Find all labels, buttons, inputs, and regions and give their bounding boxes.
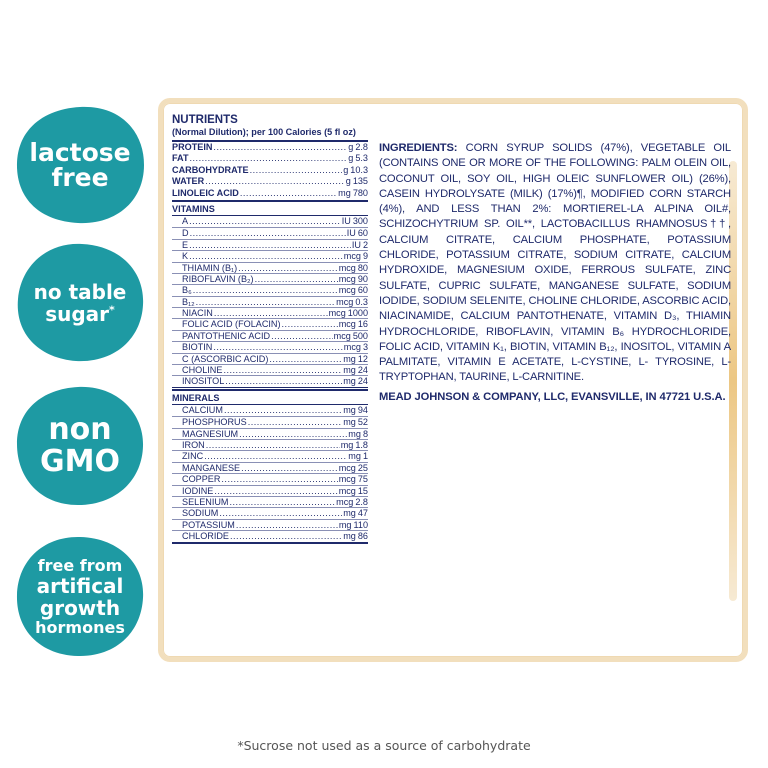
nutrient-value: 24 <box>357 365 368 376</box>
dot-leader <box>189 216 341 227</box>
nutrient-row <box>172 519 368 530</box>
nutrient-value: 0.3 <box>355 296 368 307</box>
nutrient-row <box>172 176 368 187</box>
ingredients-label: INGREDIENTS: <box>379 142 458 154</box>
dot-leader <box>230 497 336 507</box>
nutrient-row <box>172 353 368 364</box>
nutrient-value: 500 <box>352 330 368 341</box>
ingredients-body: CORN SYRUP SOLIDS (47%), VEGETABLE OIL (CONTAINS ONE OR MORE OF THE FOLLOWING: PALM OLEIN OIL, COCONUT OIL, SOY OIL, HIGH OLEIC SUNFLOWER OIL) (26%), CASEIN HYDROLYSATE (MILK) (17%)¶, MODIFIED CORN STARCH (4%), AND LESS THAN 2%: MORTIEREL-LA ALPINA OIL#, SCHIZOCHYTRIUM SP. OIL**, LACTOBACILLUS RHAMNOSUS††, CALCIUM CITRATE, CALCIUM PHOSPHATE, POTASSIUM CHLORIDE, POTASSIUM CITRATE, SODIUM CITRATE, CALCIUM HYDROXIDE, MAGNESIUM OXIDE, FERROUS SULFATE, ZINC SULFATE, CUPRIC SULFATE, MANGANESE SULFATE, SODIUM IODIDE, SODIUM SELENITE, CHOLINE CHLORIDE, ASCORBIC ACID, NIACINAMIDE, CALCIUM PANTOTHENATE, VITAMIN D₃, THIAMIN HYDROCHLORIDE, RIBOFLAVIN, VITAMIN B₆ HYDROCHLORIDE, FOLIC ACID, VITAMIN K₁, BIOTIN, VITAMIN B₁₂, INOSITOL, VITAMIN A PALMITATE, VITAMIN E ACETATE, L-CYSTINE, L- TYROSINE, L-TRYPTOPHAN, TAURINE, L-CARNITINE. <box>379 142 731 384</box>
nutrient-value: 5.3 <box>355 153 368 164</box>
nutrient-unit: mcg <box>338 319 356 330</box>
nutrient-unit: g <box>348 142 354 152</box>
nutrient-name: B₁₂ <box>182 296 195 307</box>
nutrient-row <box>172 405 368 416</box>
dot-leader <box>271 331 333 341</box>
nutrient-unit: mg <box>348 451 361 462</box>
dot-leader <box>269 354 342 364</box>
dot-leader <box>219 508 342 518</box>
nutrient-name: WATER <box>172 176 205 187</box>
minerals-header: MINERALS <box>172 389 368 405</box>
nutrient-unit: mcg <box>328 308 346 319</box>
badge-line: free from <box>37 555 123 575</box>
nutrient-row <box>172 262 368 273</box>
nutrient-row <box>172 284 368 295</box>
dot-leader <box>248 417 343 427</box>
dot-leader <box>239 429 347 439</box>
nutrient-row <box>172 318 368 329</box>
nutrient-name: K <box>182 251 189 262</box>
dot-leader <box>189 240 351 250</box>
nutrient-unit: mg <box>343 365 356 376</box>
nutrient-value: 10.3 <box>350 164 368 175</box>
nutrient-unit: mg <box>343 404 356 415</box>
dot-leader <box>241 463 338 473</box>
nutrient-value: 9 <box>362 251 368 262</box>
nutrient-name: ZINC <box>182 451 204 462</box>
dot-leader <box>282 319 338 329</box>
nutrient-name: MANGANESE <box>182 462 241 473</box>
dot-leader <box>255 274 338 284</box>
nutrients-title: NUTRIENTS <box>172 114 238 126</box>
dot-leader <box>189 251 343 261</box>
nutrient-unit: g <box>348 153 354 164</box>
minerals-list <box>172 405 368 544</box>
nutrient-value: 24 <box>357 376 368 387</box>
nutrient-name: CHOLINE <box>182 365 223 376</box>
nutrient-row <box>172 341 368 352</box>
nutrient-name: IODINE <box>182 485 214 496</box>
nutrient-name: FAT <box>172 153 189 164</box>
dot-leader <box>205 176 345 187</box>
nutrient-unit: mg <box>343 417 356 428</box>
nutrient-row <box>172 364 368 375</box>
nutrient-row <box>172 165 368 176</box>
nutrient-value: 16 <box>357 319 368 330</box>
nutrient-unit: mg <box>343 353 356 364</box>
nutrient-row <box>172 507 368 518</box>
nutrient-value: 60 <box>357 285 368 296</box>
nutrient-row <box>172 239 368 250</box>
manufacturer-address: MEAD JOHNSON & COMPANY, LLC, EVANSVILLE, IN 47721 U.S.A. <box>379 391 726 403</box>
nutrient-row <box>172 142 368 153</box>
nutrient-value: 300 <box>352 215 368 226</box>
nutrient-name: PHOSPHORUS <box>182 417 247 428</box>
lactose-free-badge <box>12 103 148 227</box>
nutrient-name: C (ASCORBIC ACID) <box>182 353 269 364</box>
dot-leader <box>250 165 343 176</box>
nutrient-unit: mcg <box>338 474 356 485</box>
nutrients-subtitle: (Normal Dilution); per 100 Calories (5 fl oz) <box>172 126 368 142</box>
nutrient-name: NIACIN <box>182 308 213 319</box>
nutrient-value: 52 <box>357 417 368 428</box>
nutrient-name: SODIUM <box>182 508 219 519</box>
nutrient-unit: mg <box>338 519 352 530</box>
nutrient-row <box>172 153 368 164</box>
nutrient-row <box>172 227 368 238</box>
nutrient-name: PANTOTHENIC ACID <box>182 330 271 341</box>
nutrient-unit: mcg <box>338 462 356 473</box>
nutrient-unit: mg <box>343 531 356 542</box>
nutrient-name: B₆ <box>182 285 192 296</box>
nutrient-value: 75 <box>357 474 368 485</box>
dot-leader <box>196 297 335 307</box>
free-from-growth-hormones-badge <box>12 535 148 659</box>
dot-leader <box>224 405 342 416</box>
nutrient-row <box>172 485 368 496</box>
nutrient-name: SELENIUM <box>182 496 229 507</box>
nutrient-value: 110 <box>353 519 368 530</box>
nutrient-name: POTASSIUM <box>182 519 235 530</box>
dot-leader <box>221 474 337 484</box>
dot-leader <box>193 285 338 295</box>
dot-leader <box>190 228 346 238</box>
nutrient-unit: mcg <box>336 296 354 307</box>
nutrient-unit: mg <box>343 376 356 387</box>
nutrient-unit: mcg <box>338 262 356 273</box>
nutrient-value: 2.8 <box>355 496 368 507</box>
badge-line: hormones <box>35 618 125 638</box>
nutrient-name: COPPER <box>182 474 221 485</box>
nutrient-unit: mcg <box>333 330 351 341</box>
nutrient-value: 15 <box>357 485 368 496</box>
badge-line: sugar* <box>45 302 115 326</box>
nutrient-value: 2 <box>362 239 368 250</box>
nutrient-unit: IU <box>346 228 356 239</box>
dot-leader <box>213 142 347 153</box>
badge-line: lactose <box>29 138 131 167</box>
nutrient-row <box>172 428 368 439</box>
nutrient-row <box>172 473 368 484</box>
nutrient-row <box>172 416 368 427</box>
no-table-sugar-badge <box>12 241 148 365</box>
nutrient-name: IRON <box>182 439 205 450</box>
nutrient-name: BIOTIN <box>182 342 213 353</box>
nutrient-unit: mg <box>343 508 356 519</box>
nutrient-row <box>172 462 368 473</box>
nutrient-name: THIAMIN (B₁) <box>182 262 238 273</box>
nutrient-unit: mcg <box>338 485 356 496</box>
dot-leader <box>190 153 348 164</box>
dot-leader <box>206 440 340 450</box>
nutrient-unit: IU <box>341 215 351 226</box>
nutrient-value: 94 <box>357 404 368 415</box>
nutrients-table <box>172 114 368 544</box>
nutrient-unit: mg <box>340 439 354 450</box>
nutrient-value: 2.8 <box>355 142 368 152</box>
footnote: *Sucrose not used as a source of carbohydrate <box>237 738 531 753</box>
nutrient-name: CARBOHYDRATE <box>172 164 249 175</box>
nutrient-name: INOSITOL <box>182 376 225 387</box>
badge-line: GMO <box>40 444 120 479</box>
nutrient-row <box>172 530 368 541</box>
nutrient-unit: mg <box>338 187 351 198</box>
nutrient-unit: mcg <box>343 342 361 353</box>
nutrient-row <box>172 439 368 450</box>
badge-line: artifical <box>36 573 124 598</box>
nutrient-unit: IU <box>351 239 361 250</box>
nutrient-value: 47 <box>357 508 368 519</box>
nutrient-row <box>172 375 368 386</box>
badge-line: growth <box>39 596 121 620</box>
main-nutrients <box>172 142 368 199</box>
nutrient-value: 80 <box>357 262 368 273</box>
badge-line: no table <box>33 280 127 304</box>
nutrient-value: 780 <box>352 187 368 198</box>
nutrient-value: 12 <box>357 353 368 364</box>
nutrient-value: 1.8 <box>355 439 368 450</box>
nutrient-value: 86 <box>357 531 368 542</box>
nutrient-name: A <box>182 215 189 226</box>
nutrient-row <box>172 250 368 261</box>
badge-line: free <box>51 163 109 192</box>
dot-leader <box>225 376 342 386</box>
dot-leader <box>213 342 342 352</box>
dot-leader <box>214 486 337 496</box>
nutrient-unit: mcg <box>343 251 361 262</box>
nutrient-row <box>172 330 368 341</box>
ingredients-text <box>379 141 731 386</box>
nutrient-value: 90 <box>357 273 368 284</box>
nutrient-name: D <box>182 228 189 239</box>
nutrient-name: CALCIUM <box>182 404 223 415</box>
nutrient-name: PROTEIN <box>172 142 213 152</box>
nutrient-value: 8 <box>362 428 368 439</box>
nutrient-row <box>172 496 368 507</box>
nutrient-unit: mg <box>348 428 361 439</box>
nutrient-row <box>172 296 368 307</box>
nutrient-unit: mcg <box>336 496 354 507</box>
nutrient-name: CHLORIDE <box>182 531 229 542</box>
dot-leader <box>230 531 342 541</box>
vitamins-header: VITAMINS <box>172 200 368 216</box>
nutrient-value: 60 <box>357 228 368 239</box>
nutrient-row <box>172 450 368 461</box>
dot-leader <box>236 520 338 530</box>
nutrient-row <box>172 307 368 318</box>
dot-leader <box>204 451 347 461</box>
nutrient-name: FOLIC ACID (FOLACIN) <box>182 319 281 330</box>
dot-leader <box>238 263 338 273</box>
badge-line: non <box>48 412 112 447</box>
nutrient-value: 25 <box>357 462 368 473</box>
nutrient-unit: mcg <box>338 273 356 284</box>
nutrient-value: 1000 <box>347 308 368 319</box>
nutrient-name: E <box>182 239 189 250</box>
nutrient-value: 1 <box>362 451 368 462</box>
nutrient-name: MAGNESIUM <box>182 428 239 439</box>
nutrient-row <box>172 188 368 199</box>
nutrient-unit: g <box>343 164 349 175</box>
dot-leader <box>240 188 337 199</box>
non-gmo-badge <box>12 384 148 508</box>
nutrient-row <box>172 273 368 284</box>
nutrient-value: 3 <box>362 342 368 353</box>
nutrient-unit: g <box>345 176 351 187</box>
nutrient-value: 135 <box>352 176 368 187</box>
nutrient-unit: mcg <box>338 285 356 296</box>
dot-leader <box>223 365 342 375</box>
vitamins-list <box>172 216 368 388</box>
nutrient-row <box>172 216 368 227</box>
dot-leader <box>214 308 328 318</box>
nutrient-name: RIBOFLAVIN (B₂) <box>182 273 254 284</box>
nutrient-name: LINOLEIC ACID <box>172 187 239 198</box>
